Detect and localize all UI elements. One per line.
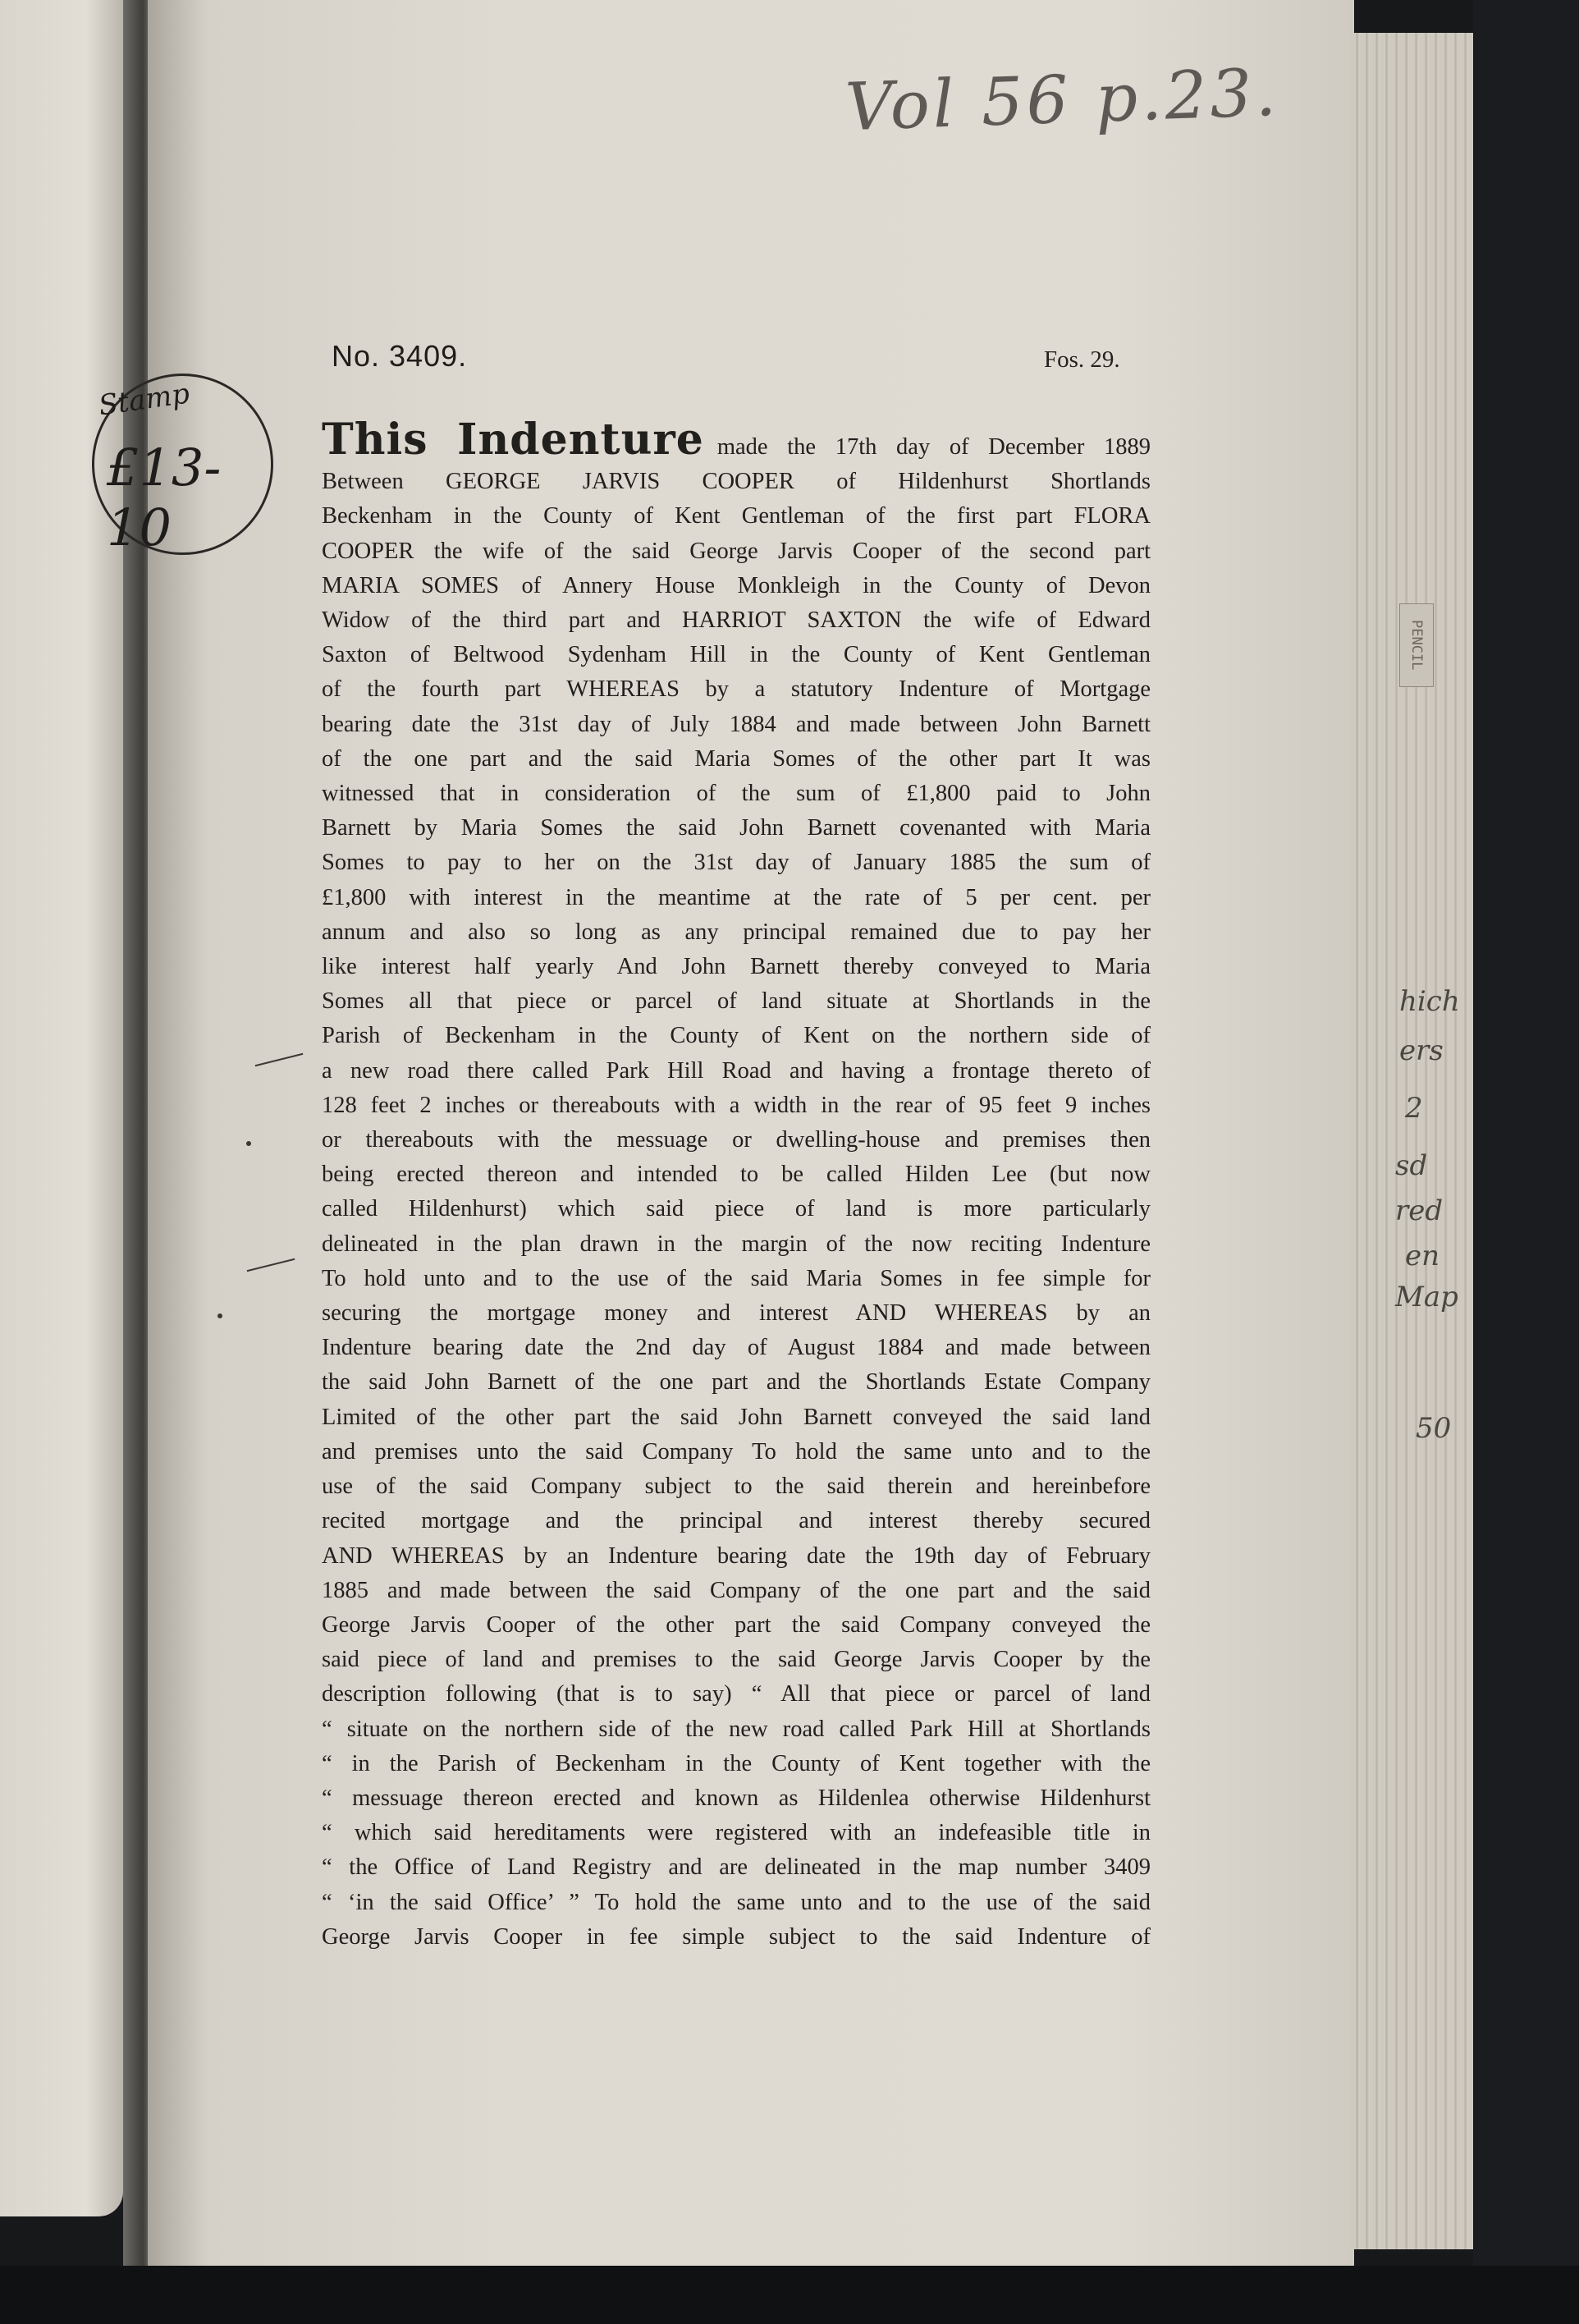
text-line: annum and also so long as any principal remained due to pay her	[322, 919, 1151, 945]
margin-note: ers	[1399, 1034, 1444, 1067]
text-line: “ in the Parish of Beckenham in the County of Kent together with the	[322, 1750, 1151, 1776]
page-edges	[1350, 33, 1476, 2249]
margin-note: 2	[1405, 1092, 1423, 1125]
text-line: Barnett by Maria Somes the said John Barnett covenanted with Maria	[322, 815, 1151, 841]
facing-page	[0, 0, 123, 2216]
pencil-tab: PENCIL	[1399, 603, 1434, 687]
text-line: To hold unto and to the use of the said Maria Somes in fee simple for	[322, 1265, 1151, 1291]
text-line: securing the mortgage money and interest AND WHEREAS by an	[322, 1300, 1151, 1327]
margin-note: Map	[1395, 1281, 1458, 1313]
bottom-shadow	[0, 2266, 1579, 2324]
text-line: George Jarvis Cooper of the other part the said Company conveyed the	[322, 1611, 1151, 1638]
ink-spot	[246, 1141, 251, 1146]
text-line: MARIA SOMES of Annery House Monkleigh in the County of Devon	[322, 572, 1151, 598]
stamp-amount: £13-10	[107, 438, 222, 557]
text-line: or thereabouts with the messuage or dwelling-house and premises then	[322, 1127, 1151, 1153]
text-line: made the 17th day of December 1889	[716, 434, 1151, 460]
text-line: recited mortgage and the principal and interest thereby secured	[322, 1508, 1151, 1534]
margin-note: hich	[1399, 985, 1460, 1018]
text-line: description following (that is to say) “ All that piece or parcel of land	[322, 1681, 1151, 1707]
margin-note: red	[1395, 1194, 1444, 1227]
text-line: like interest half yearly And John Barnett thereby conveyed to Maria	[322, 954, 1151, 980]
text-line: “ which said hereditaments were registered with an indefeasible title in	[322, 1820, 1151, 1846]
text-line: “ ‘in the said Office’ ” To hold the same unto and to the use of the said	[322, 1889, 1151, 1915]
text-line: “ situate on the northern side of the new road called Park Hill at Shortlands	[322, 1716, 1151, 1742]
indenture-text	[322, 415, 1151, 1955]
ink-spot	[217, 1313, 222, 1318]
text-line: Between GEORGE JARVIS COOPER of Hildenhurst Shortlands	[322, 469, 1151, 495]
handwritten-volume-reference: Vol 56 p.23.	[844, 53, 1281, 146]
text-line: “ the Office of Land Registry and are delineated in the map number 3409	[322, 1854, 1151, 1881]
text-line: Widow of the third part and HARRIOT SAXTON the wife of Edward	[322, 607, 1151, 634]
text-line: “ messuage thereon erected and known as Hildenlea otherwise Hildenhurst	[322, 1785, 1151, 1811]
text-line: of the one part and the said Maria Somes of the other part It was	[322, 745, 1151, 772]
text-line: witnessed that in consideration of the sum of £1,800 paid to John	[322, 781, 1151, 807]
text-line: Parish of Beckenham in the County of Kent on the northern side of	[322, 1023, 1151, 1049]
text-line: Limited of the other part the said John Barnett conveyed the said land	[322, 1404, 1151, 1430]
text-line: Saxton of Beltwood Sydenham Hill in the County of Kent Gentleman	[322, 642, 1151, 668]
text-line: and premises unto the said Company To hold the same unto and to the	[322, 1438, 1151, 1465]
text-line: being erected thereon and intended to be called Hilden Lee (but now	[322, 1162, 1151, 1188]
text-line: bearing date the 31st day of July 1884 and made between John Barnett	[322, 711, 1151, 737]
text-line: of the fourth part WHEREAS by a statutory Indenture of Mortgage	[322, 676, 1151, 703]
text-line: 1885 and made between the said Company of the one part and the said	[322, 1577, 1151, 1603]
text-line: the said John Barnett of the one part and the Shortlands Estate Company	[322, 1369, 1151, 1396]
text-line: Somes to pay to her on the 31st day of January 1885 the sum of	[322, 850, 1151, 876]
text-line: AND WHEREAS by an Indenture bearing date the 19th day of February	[322, 1542, 1151, 1569]
indenture-heading: This Indenture	[322, 415, 704, 465]
book-binding	[1473, 0, 1579, 2324]
text-line: called Hildenhurst) which said piece of land is more particularly	[322, 1196, 1151, 1222]
text-line: 128 feet 2 inches or thereabouts with a width in the rear of 95 feet 9 inches	[322, 1092, 1151, 1118]
text-line: George Jarvis Cooper in fee simple subject to the said Indenture of	[322, 1923, 1151, 1950]
text-line: £1,800 with interest in the meantime at the rate of 5 per cent. per	[322, 884, 1151, 910]
folio-count: Fos. 29.	[1044, 346, 1120, 373]
text-line: COOPER the wife of the said George Jarvis Cooper of the second part	[322, 538, 1151, 564]
text-line: delineated in the plan drawn in the margin of the now reciting Indenture	[322, 1231, 1151, 1257]
document-number: No. 3409.	[332, 339, 468, 373]
stamp-word: Stamp	[96, 377, 192, 423]
text-line: Indenture bearing date the 2nd day of August 1884 and made between	[322, 1335, 1151, 1361]
margin-note: en	[1405, 1240, 1440, 1272]
text-line: Somes all that piece or parcel of land situate at Shortlands in the	[322, 988, 1151, 1015]
text-line: a new road there called Park Hill Road and having a frontage thereto of	[322, 1057, 1151, 1084]
margin-note: 50	[1416, 1412, 1452, 1445]
text-line: use of the said Company subject to the said therein and hereinbefore	[322, 1474, 1151, 1500]
margin-note: sd	[1395, 1149, 1428, 1182]
indenture-first-line	[322, 415, 1151, 465]
text-line: said piece of land and premises to the said George Jarvis Cooper by the	[322, 1647, 1151, 1673]
text-line: Beckenham in the County of Kent Gentleman of the first part FLORA	[322, 503, 1151, 529]
